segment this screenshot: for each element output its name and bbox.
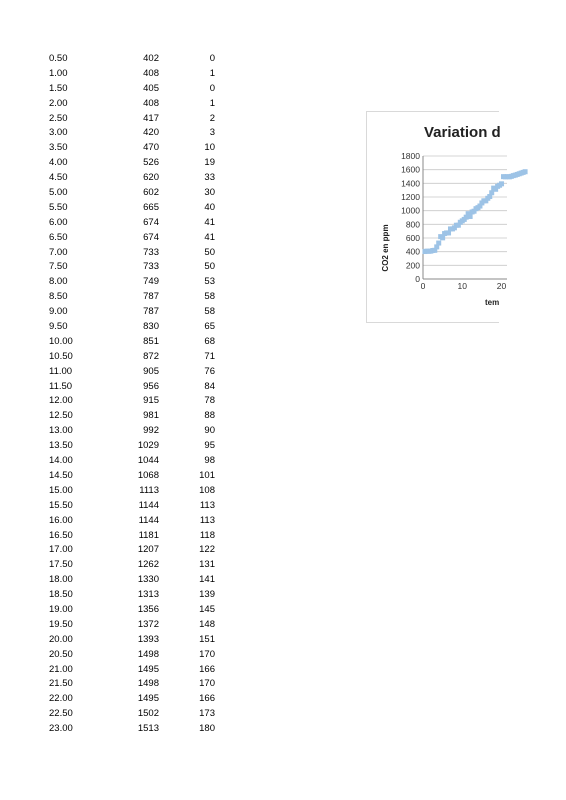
co2-cell: 1330 [137,574,159,586]
delta-cell: 131 [199,559,215,571]
co2-cell: 408 [143,97,159,109]
co2-cell: 405 [143,82,159,94]
table-row [0,618,240,633]
co2-cell: 787 [143,306,159,318]
data-point [436,241,441,246]
co2-cell: 470 [143,142,159,154]
co2-chart [366,111,507,323]
time-cell: 3.00 [49,127,68,139]
co2-cell: 1207 [137,544,159,556]
table-row [0,350,240,365]
co2-cell: 1181 [138,529,159,541]
delta-cell: 84 [204,380,215,392]
co2-cell: 1313 [137,589,159,601]
co2-cell: 915 [143,395,159,407]
table-row [0,603,240,618]
table-row [0,186,240,201]
co2-cell: 851 [143,335,159,347]
table-row [0,529,240,544]
co2-cell: 420 [143,127,159,139]
time-cell: 13.50 [49,440,73,452]
delta-cell: 141 [199,574,215,586]
delta-cell: 3 [209,127,215,139]
co2-cell: 1144 [138,499,159,511]
delta-cell: 2 [209,112,215,124]
delta-cell: 71 [204,350,215,362]
time-cell: 14.50 [49,469,73,481]
y-tick-label: 0 [415,274,420,284]
delta-cell: 88 [204,410,215,422]
table-row [0,499,240,514]
time-cell: 6.00 [49,216,68,228]
co2-cell: 749 [143,276,159,288]
time-cell: 9.00 [49,306,68,318]
y-tick-label: 1400 [401,178,420,189]
co2-cell: 526 [143,157,159,169]
time-cell: 21.00 [49,663,73,675]
time-cell: 5.00 [49,187,68,199]
table-row [0,365,240,380]
table-row [0,97,240,112]
co2-cell: 1068 [137,469,159,481]
table-row [0,156,240,171]
co2-cell: 733 [143,246,159,258]
table-row [0,126,240,141]
time-cell: 15.00 [49,484,73,496]
delta-cell: 1 [209,97,215,109]
time-cell: 6.50 [49,231,68,243]
co2-cell: 1495 [137,693,159,705]
table-row [0,231,240,246]
time-cell: 22.50 [49,708,73,720]
delta-cell: 41 [204,216,215,228]
x-tick-label: 10 [457,281,468,291]
data-point [499,181,504,186]
co2-cell: 417 [143,112,159,124]
table-row [0,216,240,231]
co2-cell: 1498 [137,678,159,690]
time-cell: 23.00 [49,723,73,735]
co2-cell: 1502 [137,708,159,720]
table-row [0,663,240,678]
time-cell: 10.50 [49,350,73,362]
x-tick-label: 0 [420,281,426,291]
y-tick-label: 800 [405,219,420,230]
delta-cell: 41 [204,231,215,243]
delta-cell: 113 [199,514,215,526]
x-axis-label: tem [485,298,500,307]
time-cell: 13.00 [49,425,73,437]
time-cell: 12.00 [49,395,73,407]
table-row [0,692,240,707]
co2-cell: 905 [143,365,159,377]
co2-cell: 872 [143,350,159,362]
time-cell: 11.00 [49,365,73,377]
delta-cell: 145 [199,603,215,615]
co2-cell: 1356 [137,603,159,615]
time-cell: 9.50 [49,321,68,333]
delta-cell: 173 [199,708,215,720]
chart-svg [367,112,507,322]
delta-cell: 180 [199,723,215,735]
table-row [0,707,240,722]
y-tick-label: 1200 [401,192,420,202]
delta-cell: 0 [209,53,215,64]
table-row [0,201,240,216]
delta-cell: 19 [204,157,215,169]
time-cell: 19.50 [49,618,73,630]
co2-cell: 408 [143,67,159,79]
x-tick-label: 20 [496,281,507,291]
delta-cell: 90 [204,425,215,437]
co2-cell: 1044 [137,455,159,467]
time-cell: 4.00 [49,157,68,169]
data-point [440,235,445,240]
co2-cell: 1262 [137,559,159,571]
delta-cell: 50 [204,261,215,273]
y-axis-label: CO2 en ppm [381,224,390,272]
table-row [0,469,240,484]
co2-cell: 956 [143,380,159,392]
time-cell: 22.00 [49,693,73,705]
table-row [0,171,240,186]
y-tick-label: 400 [405,246,420,257]
table-row [0,320,240,335]
delta-cell: 166 [199,663,215,675]
delta-cell: 30 [204,187,215,199]
table-row [0,52,240,67]
time-cell: 0.50 [49,53,68,64]
delta-cell: 50 [204,246,215,258]
data-point [523,169,528,174]
table-row [0,141,240,156]
delta-cell: 101 [199,469,215,481]
table-row [0,275,240,290]
y-tick-label: 1600 [401,164,420,175]
time-cell: 2.50 [49,112,68,124]
time-cell: 8.50 [49,291,68,303]
table-row [0,112,240,127]
time-cell: 7.50 [49,261,68,273]
table-row [0,290,240,305]
time-cell: 10.00 [49,335,73,347]
delta-cell: 108 [199,484,215,496]
time-cell: 17.50 [49,559,73,571]
table-row [0,439,240,454]
y-tick-label: 1800 [401,151,420,161]
delta-cell: 68 [204,335,215,347]
co2-cell: 1144 [138,514,159,526]
delta-cell: 1 [209,67,215,79]
table-row [0,588,240,603]
table-row [0,409,240,424]
table-row [0,305,240,320]
table-row [0,82,240,97]
delta-cell: 122 [199,544,215,556]
table-row [0,394,240,409]
table-row [0,633,240,648]
chart-title: Variation d [424,124,501,141]
time-cell: 18.50 [49,589,73,601]
co2-cell: 981 [143,410,159,422]
table-row [0,722,240,737]
co2-cell: 674 [143,216,159,228]
time-cell: 4.50 [49,172,68,184]
co2-cell: 787 [143,291,159,303]
time-cell: 12.50 [49,410,73,422]
table-row [0,380,240,395]
co2-cell: 620 [143,172,159,184]
table-row [0,454,240,469]
table-row [0,558,240,573]
time-cell: 14.00 [49,455,73,467]
co2-cell: 402 [143,53,159,64]
data-point [468,214,473,219]
time-cell: 19.00 [49,603,73,615]
delta-cell: 98 [204,455,215,467]
delta-cell: 53 [204,276,215,288]
delta-cell: 58 [204,306,215,318]
table-row [0,677,240,692]
data-table [0,52,240,737]
delta-cell: 139 [199,589,215,601]
co2-cell: 830 [143,321,159,333]
table-row [0,424,240,439]
delta-cell: 78 [204,395,215,407]
co2-cell: 665 [143,201,159,213]
co2-cell: 1372 [137,618,159,630]
table-row [0,543,240,558]
co2-cell: 733 [143,261,159,273]
time-cell: 17.00 [49,544,73,556]
delta-cell: 118 [199,529,215,541]
time-cell: 8.00 [49,276,68,288]
time-cell: 18.00 [49,574,73,586]
delta-cell: 10 [204,142,215,154]
co2-cell: 1513 [137,723,159,735]
delta-cell: 166 [199,693,215,705]
time-cell: 2.00 [49,97,68,109]
time-cell: 15.50 [49,499,73,511]
co2-cell: 602 [143,187,159,199]
time-cell: 16.00 [49,514,73,526]
co2-cell: 674 [143,231,159,243]
time-cell: 21.50 [49,678,73,690]
delta-cell: 95 [204,440,215,452]
table-row [0,573,240,588]
time-cell: 7.00 [49,246,68,258]
delta-cell: 58 [204,291,215,303]
table-row [0,335,240,350]
time-cell: 1.00 [49,67,68,79]
co2-cell: 1113 [139,484,159,496]
time-cell: 3.50 [49,142,68,154]
delta-cell: 170 [199,678,215,690]
table-row [0,67,240,82]
table-row [0,484,240,499]
delta-cell: 33 [204,172,215,184]
delta-cell: 65 [204,321,215,333]
y-tick-label: 600 [405,233,420,243]
y-tick-label: 1000 [401,205,420,216]
co2-cell: 1495 [137,663,159,675]
co2-cell: 1029 [137,440,159,452]
delta-cell: 0 [209,82,215,94]
delta-cell: 148 [199,618,215,630]
table-row [0,648,240,663]
time-cell: 1.50 [49,82,68,94]
delta-cell: 151 [199,633,215,645]
delta-cell: 113 [199,499,215,511]
time-cell: 20.00 [49,633,73,645]
time-cell: 20.50 [49,648,73,660]
time-cell: 16.50 [49,529,73,541]
co2-cell: 1393 [137,633,159,645]
delta-cell: 76 [204,365,215,377]
table-row [0,260,240,275]
co2-cell: 992 [143,425,159,437]
time-cell: 5.50 [49,201,68,213]
time-cell: 11.50 [49,380,73,392]
delta-cell: 40 [204,201,215,213]
table-row [0,246,240,261]
co2-cell: 1498 [137,648,159,660]
table-row [0,514,240,529]
delta-cell: 170 [199,648,215,660]
y-tick-label: 200 [405,260,420,271]
